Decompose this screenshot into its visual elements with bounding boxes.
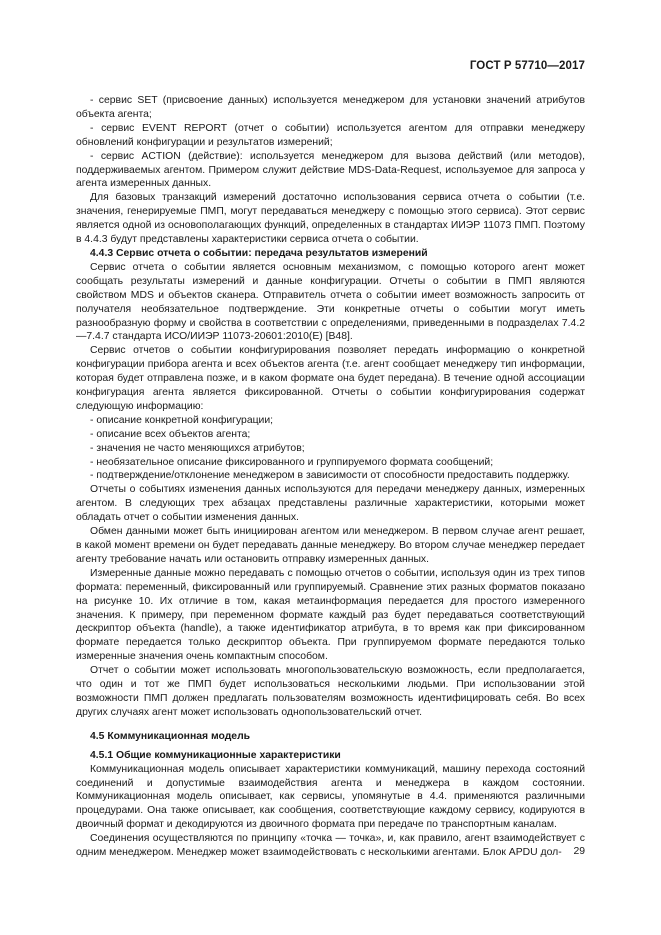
paragraph-basic-transactions: Для базовых транзакций измерений достаточно использования сервиса отчета о событии (т.е. значения, генерируемые ПМП, могут передаваться менеджеру с помощью этого сервиса). Этот сервис является одной из основополагающих функций, определенных в стандартах ИИЭР 11073 ПМП. Поэтому в 4.4.3 будут представлены характеристики сервиса отчета о событии. <box>76 192 585 246</box>
list-item: - необязательное описание фиксированного и группируемого формата сообщений; <box>90 456 494 468</box>
paragraph-format-types: Измеренные данные можно передавать с помощью отчетов о событии, используя один из трех типов формата: переменный, фиксированный или группируемый. Сравнение этих разных форматов показано на рисунке 10. Их отличие в том, какая метаинформация передается для простого измеренного значения. К примеру, при переменном формате каждый раз будет передаваться соответствующий дескриптор объекта (handle), а также идентификатор атрибута, в то время как при фиксированном формате передается только дескриптор объекта. При группируемом формате передаются только измеренные значения очень компактным способом. <box>76 567 585 663</box>
list-item: - значения не часто меняющихся атрибутов; <box>90 442 305 454</box>
service-event-report-item: - сервис EVENT REPORT (отчет о событии) используется агентом для отправки менеджеру обновлений конфигурации и результатов измерений; <box>76 122 585 148</box>
heading-4-5-1: 4.5.1 Общие коммуникационные характеристики <box>90 749 341 761</box>
service-set-item: - сервис SET (присвоение данных) используется менеджером для установки значений атрибутов объекта агента; <box>76 95 585 120</box>
paragraph-point-to-point: Соединения осуществляются по принципу «точка — точка», и, как правило, агент взаимодействует с одним менеджером. Менеджер может взаимодействовать с несколькими агентами. Блок APDU дол- <box>76 833 585 859</box>
service-action-item: - сервис ACTION (действие): используется менеджером для вызова действий (или методов), поддерживаемых агентом. Примером служит действие MDS-Data-Request, используемое для запроса у агента измеренных данных. <box>76 150 585 190</box>
list-item: - подтверждение/отклонение менеджером в зависимости от способности предоставить поддержку. <box>90 470 570 482</box>
paragraph-multi-user: Отчет о событии может использовать многопользовательскую возможность, если предполагается, что один и тот же ПМП будет использоваться несколькими людьми. При использовании этой возможности ПМП должен предлагать пользователям возможность идентифицировать себя. Во всех других случаях агент может использовать однопользовательский отчет. <box>76 665 585 718</box>
paragraph-communication-model: Коммуникационная модель описывает характеристики коммуникаций, машину перехода состояний соединений и допустимые взаимодействия агента и менеджера в каждом состоянии. Коммуникационная модель описывает, как сервисы, упомянутые в 4.4. применяются различными процедурами. Она также описывает, как сообщения, соответствующие каждому сервису, кодируются в двоичный формат и декодируются из двоичного формата при передаче по транспортным каналам. <box>76 763 585 831</box>
list-item: - описание конкретной конфигурации; <box>90 414 274 426</box>
paragraph-data-change-reports: Отчеты о событиях изменения данных используются для передачи менеджеру данных, измеренных агентом. В следующих трех абзацах представлены различные характеристики, которыми может обладать отчет о событии изменения данных. <box>76 484 585 524</box>
list-item: - описание всех объектов агента; <box>90 428 251 440</box>
paragraph-configuration-reports: Сервис отчетов о событии конфигурирования позволяет передать информацию о конкретной конфигурации прибора агента и всех объектов агента (т.е. агент сообщает менеджеру тип информации, которая будет отправлена позже, и в каком формате она будет передана). В течение одной ассоциации конфигурация агента является фиксированной. Отчеты о событии конфигурирования содержат следующую информацию: <box>76 345 585 412</box>
heading-4-4-3: 4.4.3 Сервис отчета о событии: передача результатов измерений <box>90 247 428 259</box>
page-number: 29 <box>573 846 585 857</box>
paragraph-event-report-mechanism: Сервис отчета о событии является основным механизмом, с помощью которого агент может сообщать результаты измерений и данные конфигурации. Отчеты о событии в ПМП являются свойством MDS и объектов сканера. Отправитель отчета о событии имеет возможность запросить от получателя необязательное подтверждение. Эти конкретные отчеты о событии могут иметь разнообразную форму и свойства в соответствии с определениями, приведенными в подразделах 7.4.2—7.4.7 стандарта ИСО/ИИЭР 11073-20601:2010(E) [B48]. <box>76 261 585 343</box>
heading-4-5: 4.5 Коммуникационная модель <box>90 730 251 742</box>
body-text <box>76 94 585 860</box>
paragraph-data-exchange: Обмен данными может быть инициирован агентом или менеджером. В первом случае агент решает, в какой момент времени он будет передавать данные менеджеру. Во втором случае менеджер передает агенту требование начать или остановить отправку измеренных данных. <box>76 526 585 565</box>
standard-code: ГОСТ Р 57710—2017 <box>469 60 585 72</box>
